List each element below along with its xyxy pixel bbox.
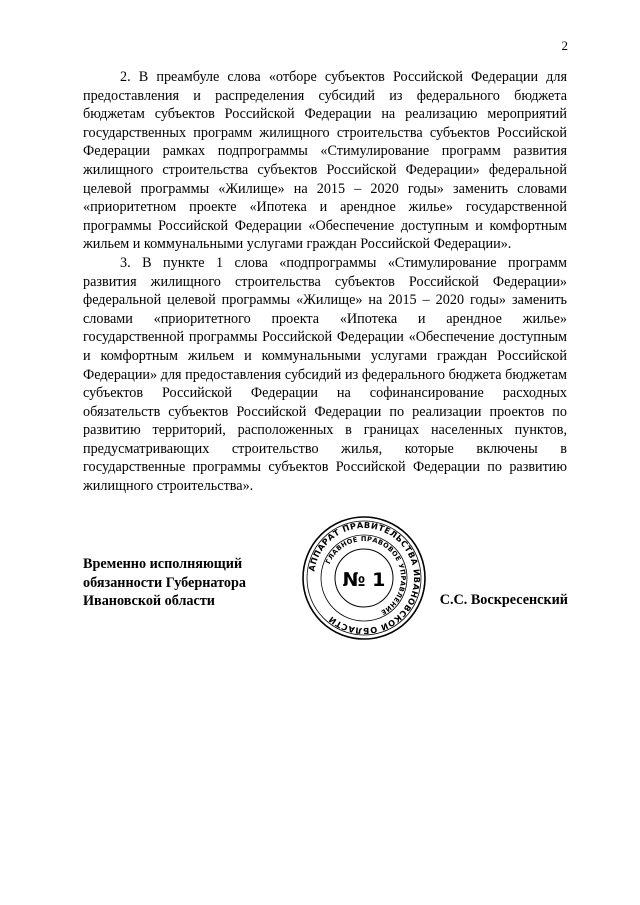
- seal-inner-text: ГЛАВНОЕ ПРАВОВОЕ УПРАВЛЕНИЕ: [324, 534, 408, 617]
- signatory-name: С.С. Воскресенский: [439, 592, 568, 608]
- signatory-position-line: Временно исполняющий: [83, 556, 243, 572]
- paragraph-3: 3. В пункте 1 слова «подпрограммы «Стимулирование программ развития жилищного строительства субъектов Российской Федерации» федеральной целевой программы «Жилище» на 2015 – 2020 годы» заменить словами «приоритетного проекта «Ипотека и арендное жилье» государственной программы Российской Федерации «Обеспечение доступным и комфортным жильем и коммунальными услугами граждан Российской Федерации» для предоставления субсидий из федерального бюджета бюджетам субъектов Российской Федерации на софинансирование расходных обязательств субъектов Российской Федерации по реализации проектов по развитию территорий, расположенных в границах населенных пунктов, предусматривающих строительство жилья, которые включены в государственные программы субъектов Российской Федерации по развитию жилищного строительства».: [83, 254, 567, 495]
- signatory-position-line: Ивановской области: [83, 593, 215, 610]
- seal-outer-text: АППАРАТ ПРАВИТЕЛЬСТВА ИВАНОВСКОЙ ОБЛАСТИ: [306, 519, 423, 637]
- official-seal-stamp: [301, 515, 427, 641]
- seal-number: № 1: [342, 569, 386, 591]
- signatory-position: [83, 555, 246, 611]
- page-number: 2: [561, 38, 568, 53]
- signatory-position-line: обязанности Губернатора: [83, 574, 246, 591]
- document-body: [83, 68, 567, 496]
- paragraph-2: 2. В преамбуле слова «отборе субъектов Российской Федерации для предоставления и распределения субсидий из федерального бюджета бюджетам субъектов Российской Федерации на реализацию мероприятий государственных программ жилищного строительства субъектов Российской Федерации рамках подпрограммы «Стимулирование программ развития жилищного строительства субъектов Российской Федерации» федеральной целевой программы «Жилище» на 2015 – 2020 годы» заменить словами «приоритетном проекте «Ипотека и арендное жилье» государственной программы Российской Федерации «Обеспечение доступным и комфортным жильем и коммунальными услугами граждан Российской Федерации».: [83, 69, 567, 253]
